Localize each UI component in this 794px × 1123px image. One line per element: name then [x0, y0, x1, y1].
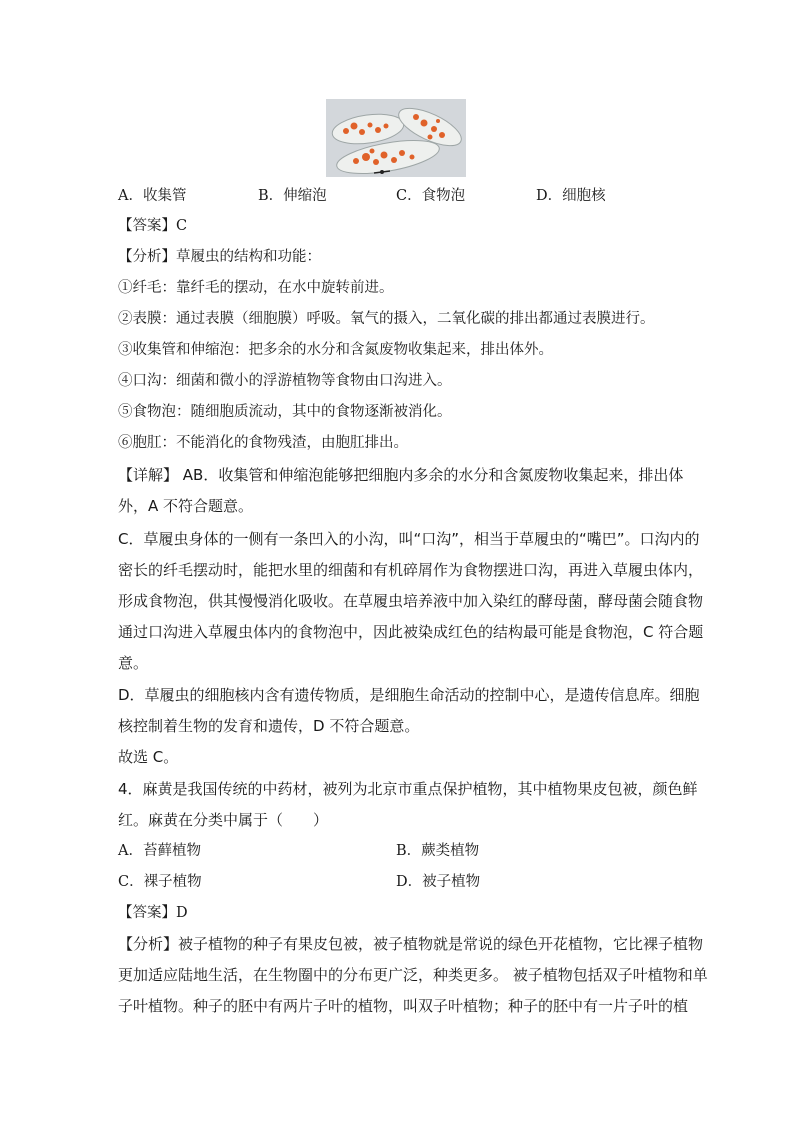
- analysis-item: ⑥胞肛：不能消化的食物残渣，由胞肛排出。: [118, 435, 408, 451]
- option-a: A．收集管: [118, 188, 187, 204]
- detail-line: 【详解】 AB．收集管和伸缩泡能够把细胞内多余的水分和含氮废物收集起来，排出体: [118, 466, 684, 484]
- q4-option-d: D．被子植物: [396, 874, 481, 890]
- detail-line: C．草履虫身体的一侧有一条凹入的小沟，叫“口沟”，相当于草履虫的“嘴巴”。口沟内的: [118, 530, 700, 548]
- q4-option-a: A．苔藓植物: [118, 843, 201, 859]
- analysis-item: ④口沟：细菌和微小的浮游植物等食物由口沟进入。: [118, 373, 452, 389]
- q4-analysis-line: 【分析】被子植物的种子有果皮包被，被子植物就是常说的绿色开花植物，它比裸子植物: [118, 935, 704, 953]
- analysis-item: ③收集管和伸缩泡：把多余的水分和含氮废物收集起来，排出体外。: [118, 342, 553, 358]
- option-c: C．食物泡: [396, 188, 466, 204]
- detail-line: 核控制着生物的发育和遗传，D 不符合题意。: [118, 717, 420, 735]
- detail-line: 形成食物泡，供其慢慢消化吸收。在草履虫培养液中加入染红的酵母菌，酵母菌会随食物: [118, 592, 704, 610]
- detail-line: 通过口沟进入草履虫体内的食物泡中，因此被染成红色的结构最可能是食物泡，C 符合题: [118, 623, 704, 641]
- analysis-item: ①纤毛：靠纤毛的摆动，在水中旋转前进。: [118, 280, 394, 296]
- option-b: B．伸缩泡: [258, 188, 327, 204]
- q4-stem: 红。麻黄在分类中属于（ ）: [118, 811, 329, 829]
- detail-line: D．草履虫的细胞核内含有遗传物质，是细胞生命活动的控制中心，是遗传信息库。细胞: [118, 686, 700, 704]
- q4-analysis-line: 子叶植物。种子的胚中有两片子叶的植物，叫双子叶植物；种子的胚中有一片子叶的植: [118, 997, 689, 1015]
- analysis-item: ②表膜：通过表膜（细胞膜）呼吸。氧气的摄入，二氧化碳的排出都通过表膜进行。: [118, 311, 655, 327]
- paramecium-image: [326, 99, 466, 177]
- detail-line: 故选 C。: [118, 748, 179, 766]
- q4-analysis-line: 更加适应陆地生活，在生物圈中的分布更广泛，种类更多。 被子植物包括双子叶植物和单: [118, 966, 708, 984]
- paramecium-micrograph: [326, 99, 466, 177]
- q4-answer: 【答案】D: [118, 905, 188, 921]
- detail-line: 外，A 不符合题意。: [118, 497, 254, 515]
- q4-option-b: B．蕨类植物: [396, 843, 480, 859]
- option-d: D．细胞核: [536, 188, 606, 204]
- detail-line: 密长的纤毛摆动时，能把水里的细菌和有机碎屑作为食物摆进口沟，再进入草履虫体内，: [118, 561, 704, 579]
- detail-line: 意。: [118, 654, 149, 672]
- q3-analysis-title: 【分析】草履虫的结构和功能：: [118, 249, 321, 265]
- q3-answer: 【答案】C: [118, 218, 188, 234]
- analysis-item: ⑤食物泡：随细胞质流动，其中的食物逐渐被消化。: [118, 404, 452, 420]
- q4-stem: 4．麻黄是我国传统的中药材，被列为北京市重点保护植物，其中植物果皮包被，颜色鲜: [118, 780, 698, 798]
- q4-option-c: C．裸子植物: [118, 874, 202, 890]
